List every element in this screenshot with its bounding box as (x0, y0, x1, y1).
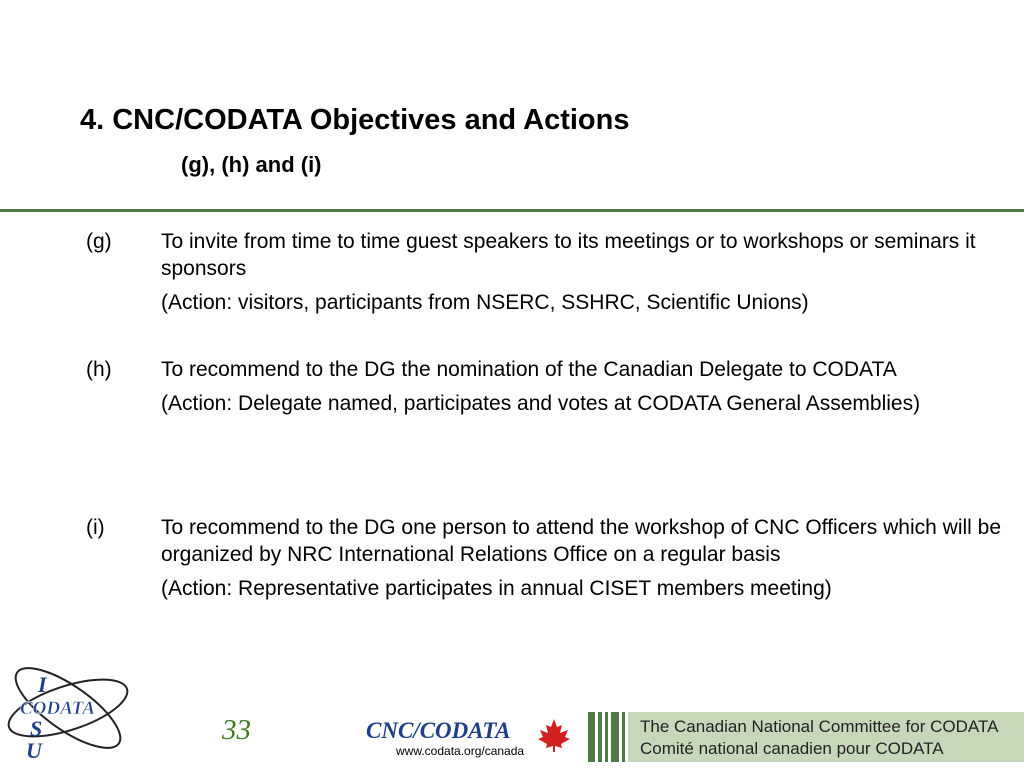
isu-codata-logo (4, 656, 136, 764)
item-marker: (i) (86, 516, 105, 539)
item-action: (Action: Delegate named, participates and votes at CODATA General Assemblies) (161, 392, 921, 415)
item-marker: (g) (86, 230, 112, 253)
objective-item-i (86, 514, 1016, 602)
cnc-codata-logo (366, 718, 510, 744)
objective-item-g (86, 228, 1016, 316)
maple-leaf-icon (536, 717, 572, 753)
banner-stripe (622, 712, 625, 762)
page-number: 33 (222, 714, 251, 746)
codata-url: www.codata.org/canada (396, 744, 525, 758)
slide-subtitle: (g), (h) and (i) (181, 152, 322, 177)
item-text: To invite from time to time guest speakers to its meetings or to workshops or seminars it sponsors (161, 230, 976, 280)
codata-wordmark: CODATA (20, 698, 95, 719)
banner-stripe (588, 712, 595, 762)
isu-letter-i: I (38, 672, 47, 697)
banner-stripe (598, 712, 602, 762)
cnc-prefix: CNC/ (366, 718, 420, 743)
isu-letter-s: S (30, 716, 43, 741)
slide-title: 4. CNC/CODATA Objectives and Actions (80, 104, 630, 136)
item-text: To recommend to the DG one person to attend the workshop of CNC Officers which will be organized by NRC International Relations Office on a regular basis (161, 516, 1002, 566)
item-action: (Action: Representative participates in annual CISET members meeting) (161, 577, 832, 600)
item-marker: (h) (86, 358, 112, 381)
isu-letter-u: U (26, 738, 42, 763)
objective-item-h (86, 356, 1016, 417)
banner-stripe (611, 712, 619, 762)
title-divider (0, 209, 1024, 212)
item-text: To recommend to the DG the nomination of the Canadian Delegate to CODATA (161, 358, 897, 381)
codata-name: CODATA (419, 718, 511, 743)
banner-french: Comité national canadien pour CODATA (640, 739, 944, 758)
banner-stripe (605, 712, 608, 762)
banner-english: The Canadian National Committee for CODATA (640, 717, 999, 736)
item-action: (Action: visitors, participants from NSERC, SSHRC, Scientific Unions) (161, 291, 809, 314)
